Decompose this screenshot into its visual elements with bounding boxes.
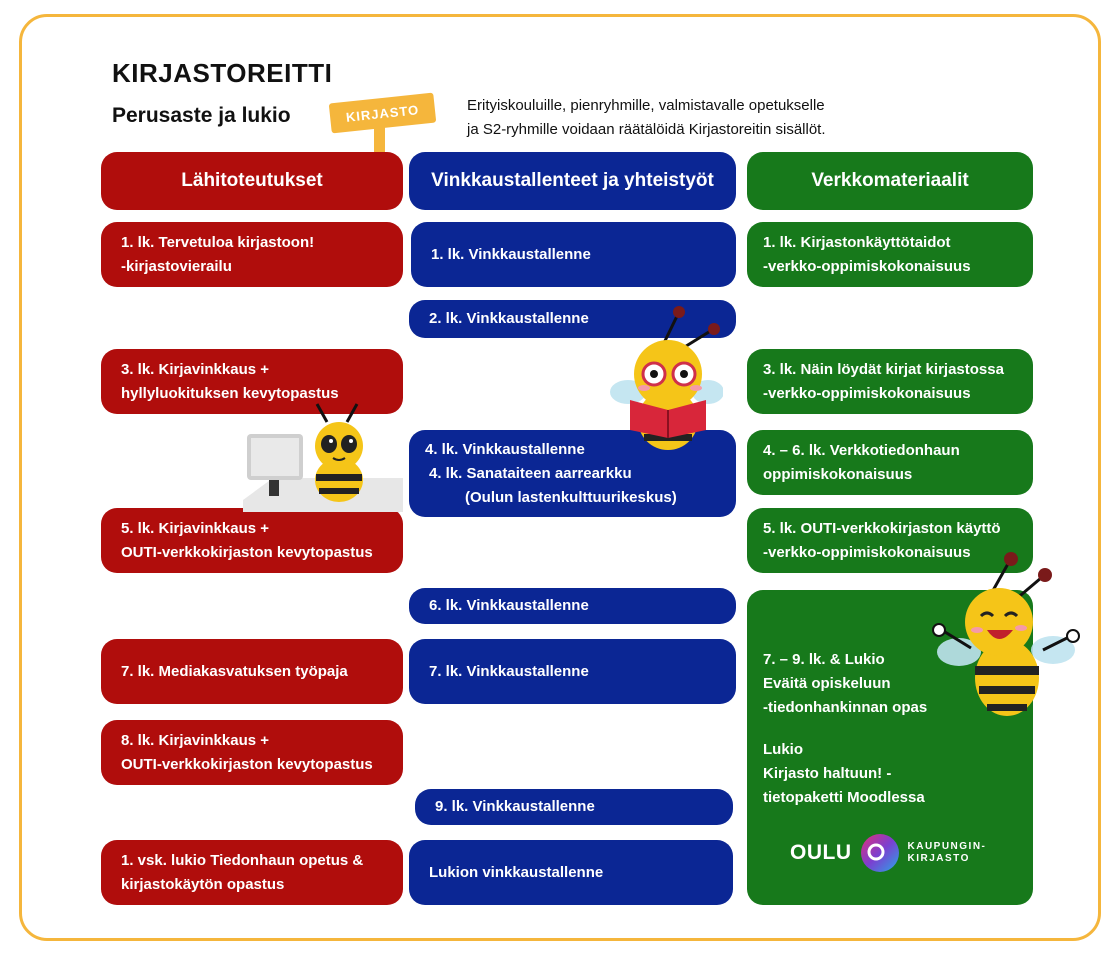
red-item-grade-1: 1. lk. Tervetuloa kirjastoon! -kirjastovierailu [101, 222, 403, 287]
blue-item-lukio: Lukion vinkkaustallenne [409, 840, 733, 905]
blue-item-grade-1: 1. lk. Vinkkaustallenne [411, 222, 736, 287]
green-item-grade-4-6: 4. – 6. lk. Verkkotiedonhaun oppimiskokonaisuus [747, 430, 1033, 495]
logo-mark-icon [860, 833, 900, 873]
column-header-green: Verkkomateriaalit [747, 152, 1033, 210]
red-item-grade-5: 5. lk. Kirjavinkkaus + OUTI-verkkokirjaston kevytopastus [101, 508, 403, 573]
info-note-line: Erityiskouluille, pienryhmille, valmistavalle opetukselle [467, 97, 825, 114]
blue-item-grade-2: 2. lk. Vinkkaustallenne [409, 300, 736, 338]
bee-happy-illustration [925, 548, 1080, 723]
bee-reading-illustration [608, 300, 723, 460]
red-item-lukio: 1. vsk. lukio Tiedonhaun opetus & kirjastokäytön opastus [101, 840, 403, 905]
red-item-grade-8: 8. lk. Kirjavinkkaus + OUTI-verkkokirjaston kevytopastus [101, 720, 403, 785]
column-header-red: Lähitoteutukset [101, 152, 403, 210]
green-item-grade-7-9-lukio: 7. – 9. lk. & Lukio Eväitä opiskeluun -tiedonhankinnan opas Lukio Kirjasto haltuun! - tietopaketti Moodlessa [747, 590, 1033, 905]
blue-item-grade-4: 4. lk. Vinkkaustallenne 4. lk. Sanataiteen aarrearkku (Oulun lastenkulttuurikeskus) [409, 430, 736, 517]
green-item-grade-3: 3. lk. Näin löydät kirjat kirjastossa -verkko-oppimiskokonaisuus [747, 349, 1033, 414]
blue-item-grade-7: 7. lk. Vinkkaustallenne [409, 639, 736, 704]
blue-item-grade-6: 6. lk. Vinkkaustallenne [409, 588, 736, 624]
page-subtitle: Perusaste ja lukio [112, 104, 291, 127]
bee-computer-illustration [243, 400, 403, 512]
page-title: KIRJASTOREITTI [112, 58, 333, 88]
green-item-grade-1: 1. lk. Kirjastonkäyttötaidot -verkko-oppimiskokonaisuus [747, 222, 1033, 287]
library-sign-label: KIRJASTO [345, 101, 420, 125]
column-header-blue: Vinkkaustallenteet ja yhteistyöt [409, 152, 736, 210]
info-note-line: ja S2-ryhmille voidaan räätälöidä Kirjastoreitin sisällöt. [467, 121, 826, 138]
red-item-grade-7: 7. lk. Mediakasvatuksen työpaja [101, 639, 403, 704]
logo-city: OULU [790, 841, 852, 864]
info-note [467, 94, 826, 142]
red-item-grade-3: 3. lk. Kirjavinkkaus + hyllyluokituksen kevytopastus [101, 349, 403, 414]
green-item-grade-5: 5. lk. OUTI-verkkokirjaston käyttö -verkko-oppimiskokonaisuus [747, 508, 1033, 573]
logo-text: KAUPUNGIN- KIRJASTO [907, 841, 987, 864]
blue-item-grade-9: 9. lk. Vinkkaustallenne [415, 789, 733, 825]
oulu-library-logo [790, 830, 1010, 876]
